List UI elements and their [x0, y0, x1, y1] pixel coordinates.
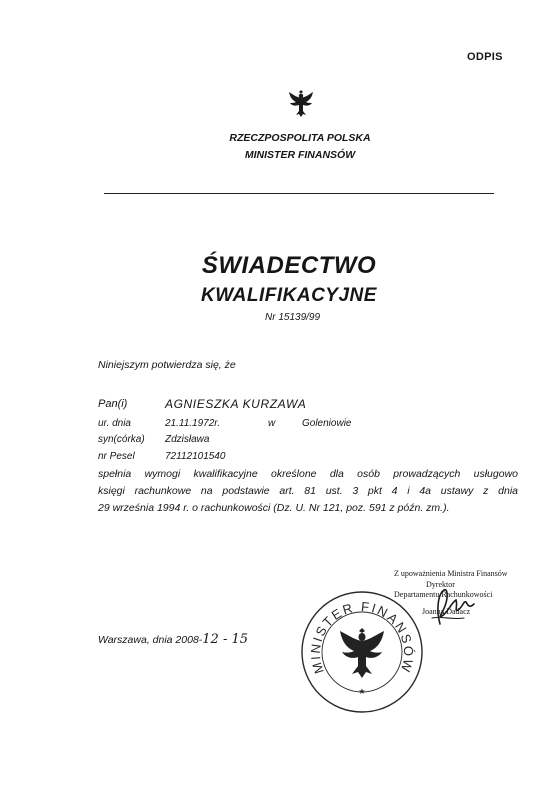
certificate-number: Nr 15139/99 — [265, 312, 321, 323]
document-subtitle: KWALIFIKACYJNE — [201, 285, 377, 306]
statement-line: księgi rachunkowe na podstawie art. 81 ust. 3 pkt 4 i 4a ustawy z dnia — [98, 485, 518, 497]
signatory-department: Departamentu Rachunkowości — [394, 590, 493, 599]
parent-label: syn(córka) — [98, 434, 145, 445]
birth-date-value: 21.11.1972r. — [165, 418, 221, 429]
birth-place-value: Goleniowie — [302, 418, 352, 429]
statement-line: 29 września 1994 r. o rachunkowości (Dz. U. Nr 121, poz. 591 z późn. zm.). — [98, 502, 450, 514]
document-title: ŚWIADECTWO — [201, 252, 377, 279]
name-label: Pan(i) — [98, 398, 128, 410]
signatory-authorization: Z upoważnienia Ministra Finansów — [394, 569, 508, 578]
pesel-value: 72112101540 — [165, 451, 226, 462]
birth-date-label: ur. dnia — [98, 418, 131, 429]
issuer-ministry: MINISTER FINANSÓW — [244, 149, 356, 161]
pesel-label: nr Pesel — [98, 451, 135, 462]
statement-line: spełnia wymogi kwalifikacyjne określone dla osób prowadzących usługowo — [98, 468, 518, 480]
place-and-date — [98, 632, 248, 647]
handwritten-signature — [418, 580, 488, 630]
signatory-name: Joanna Dadacz — [422, 606, 471, 616]
holder-name: AGNIESZKA KURZAWA — [165, 397, 307, 411]
place-date-handwritten: 12 - 15 — [202, 632, 249, 647]
parent-value: Zdzisława — [165, 434, 210, 445]
issuer-country: RZECZPOSPOLITA POLSKA — [229, 132, 371, 144]
seal-text: MINISTER FINANSÓW — [307, 598, 417, 676]
svg-text:★: ★ — [358, 687, 366, 696]
signatory-position: Dyrektor — [426, 579, 455, 589]
birth-place-label: w — [268, 418, 276, 429]
copy-mark: ODPIS — [467, 51, 503, 63]
eagle-emblem-icon — [288, 88, 314, 118]
qualification-statement — [98, 466, 518, 517]
header-divider — [104, 193, 494, 194]
place-date-printed: Warszawa, dnia 2008- — [98, 634, 203, 646]
intro-text: Niniejszym potwierdza się, że — [98, 359, 236, 371]
